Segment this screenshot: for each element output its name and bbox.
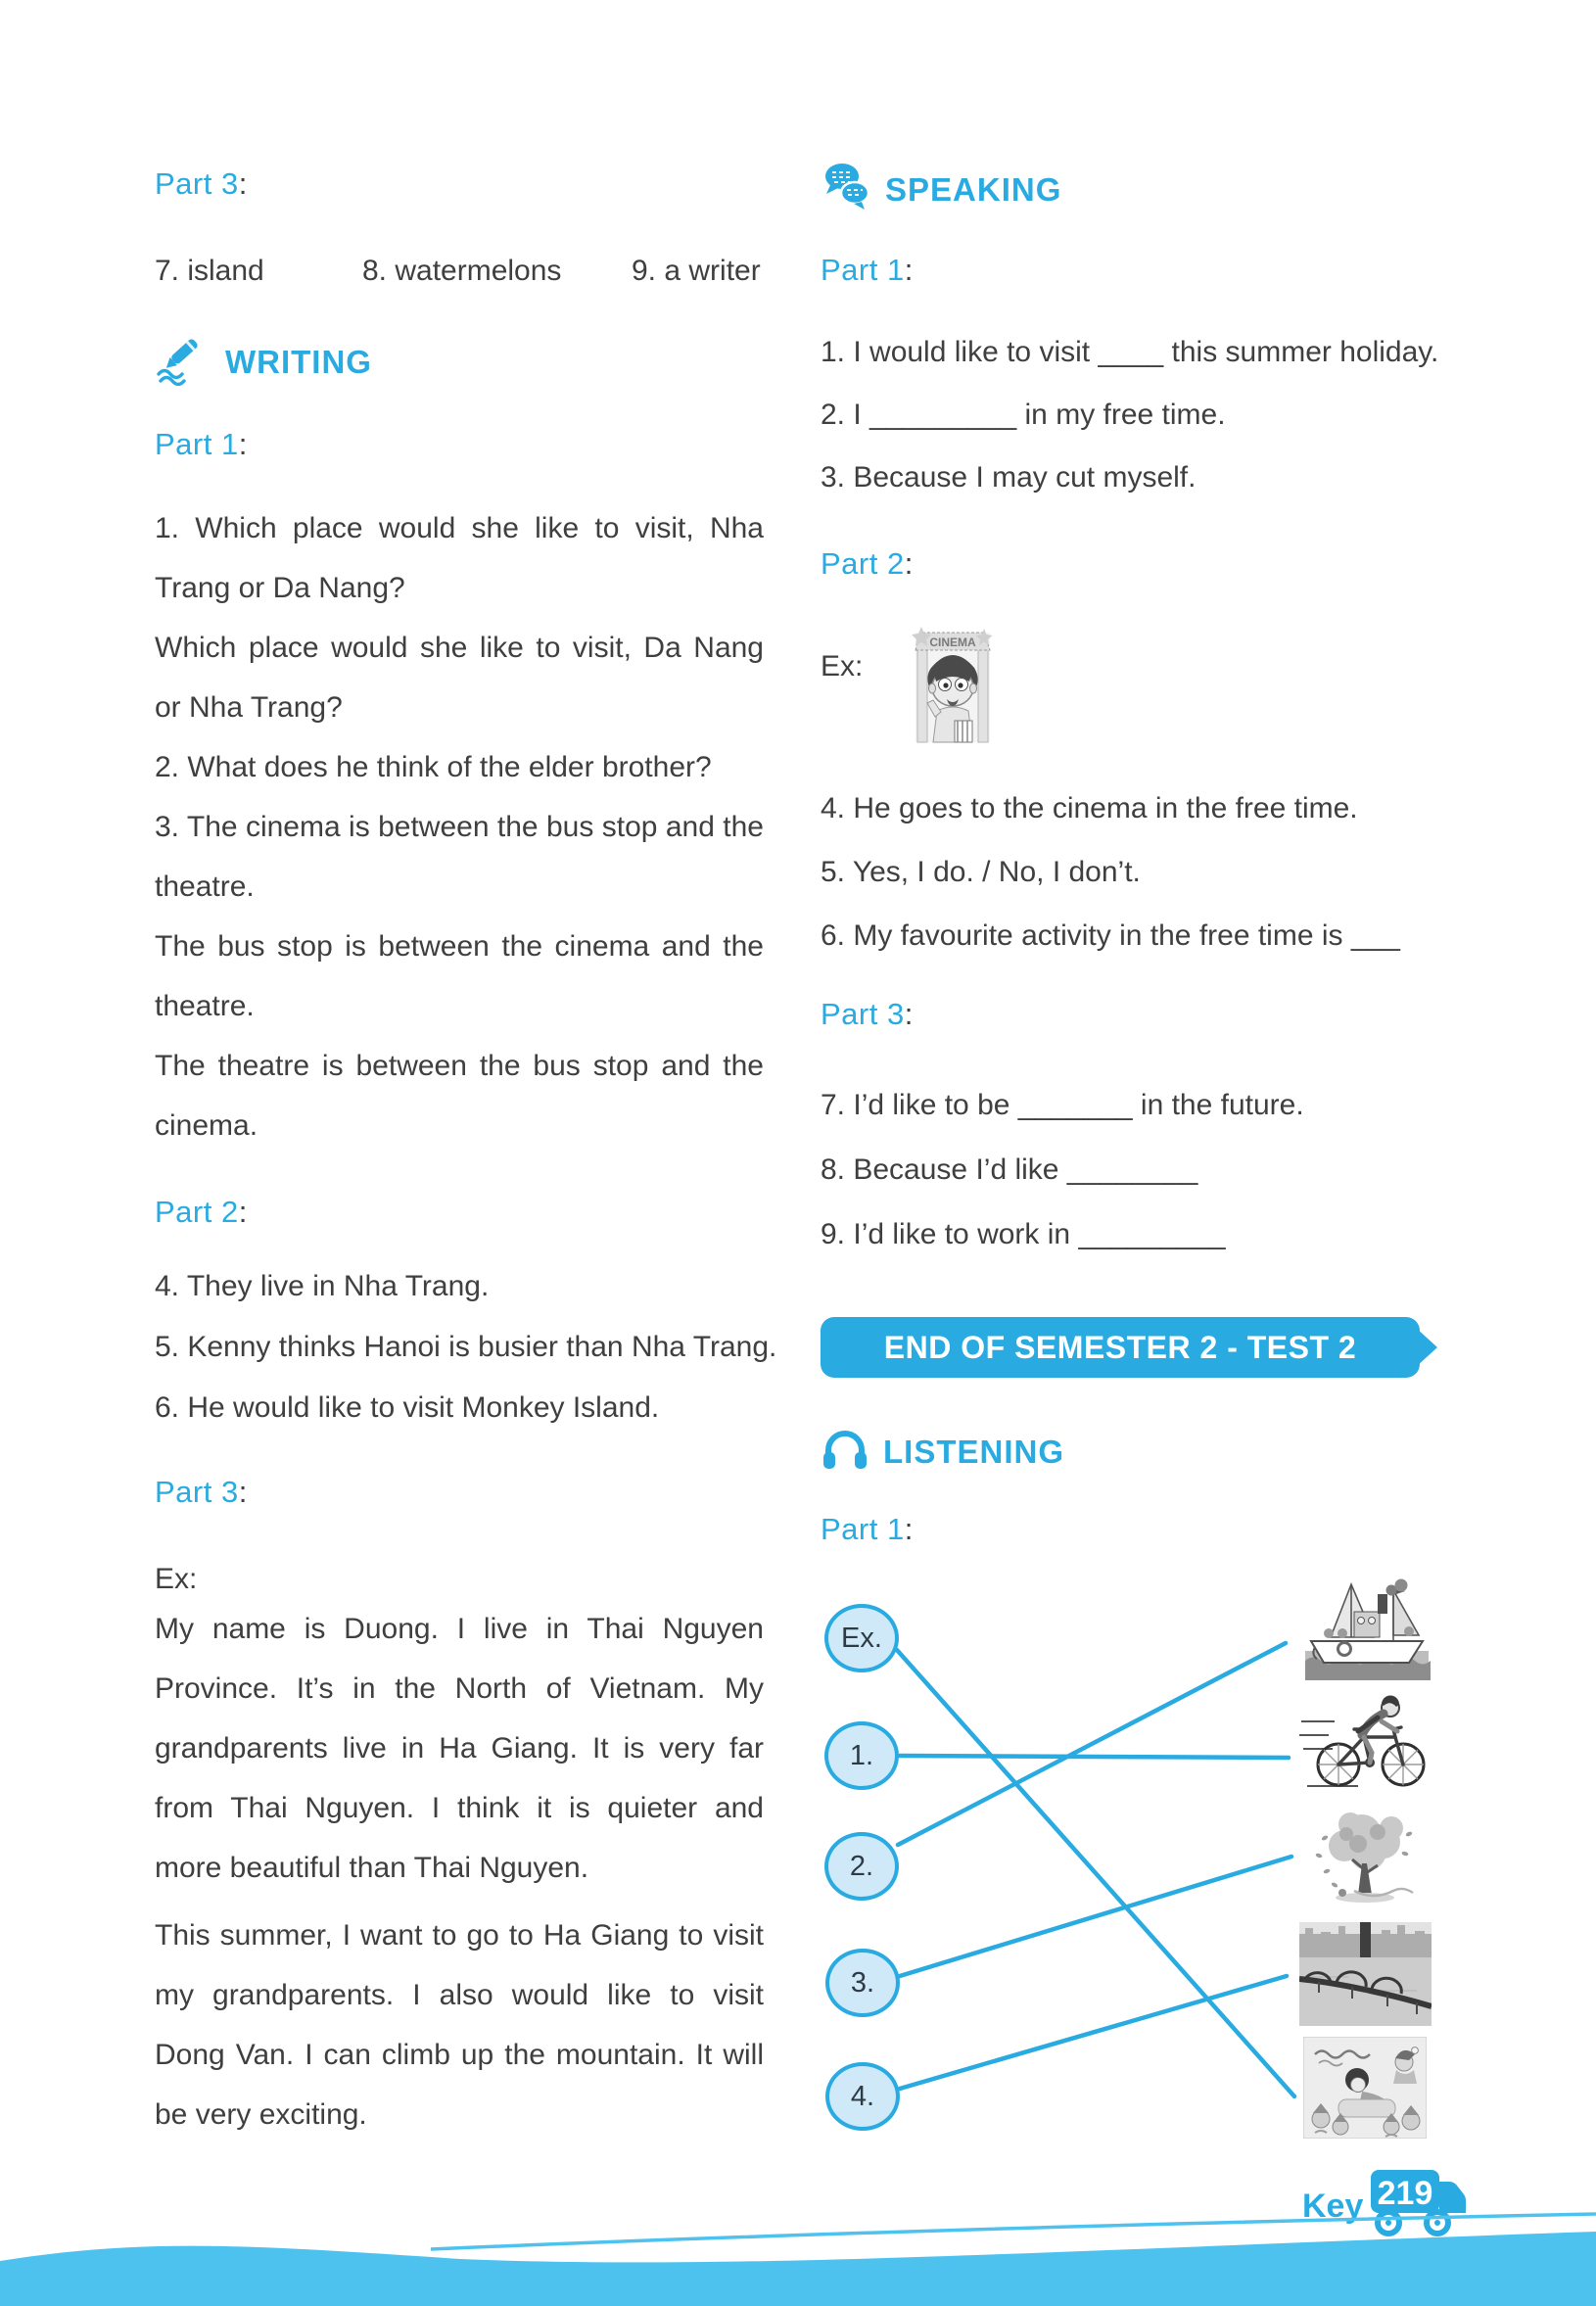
match-line-1-bicycle [900,1756,1289,1758]
footer-wave [0,2188,1596,2306]
example-label: Ex: [155,1563,198,1595]
match-option-1 [824,1721,899,1790]
match-option-label: 1. [849,1739,874,1771]
speaking-section-header [821,162,1061,218]
colon: : [238,1195,248,1229]
matching-exercise [813,1557,1479,2159]
part-label: Part 3 [155,1475,239,1509]
answer-item: 7. island [155,255,264,287]
tree-image [1299,1805,1432,1911]
match-option-3 [825,1949,900,2017]
match-option-4 [825,2062,900,2131]
answer-line: 3. Because I may cut myself. [821,461,1197,494]
match-option-label: 3. [850,1966,875,1999]
headphones-icon [821,1425,869,1480]
pencil-icon [155,331,211,394]
listening-section-header [821,1425,1064,1480]
colon: : [904,253,914,287]
match-line-2-boat [898,1643,1286,1845]
answer-line: 9. I’d like to work in _________ [821,1218,1226,1250]
part-label: Part 1 [821,1512,905,1546]
part-label: Part 3 [821,997,905,1031]
match-option-ex [824,1604,899,1672]
answer-line: 4. They live in Nha Trang. [155,1270,490,1302]
writing-title: WRITING [225,344,372,380]
banner-title: END OF SEMESTER 2 - TEST 2 [821,1317,1420,1378]
left-part3-top-heading [155,166,248,202]
match-option-label: 2. [849,1850,874,1882]
paragraph: My name is Duong. I live in Thai Nguyen Province. It’s in the North of Vietnam. My grandparents live in Ha Giang. It is very far from Thai Nguyen. I think it is quieter and more beautiful than Thai Nguyen. [155,1613,764,1884]
part-label: Part 3 [155,166,239,201]
answer-line: 7. I’d like to be _______ in the future. [821,1089,1304,1121]
writing-part3-paragraph-2 [155,1906,764,2144]
writing-section-header [155,331,372,394]
part-label: Part 2 [155,1195,239,1229]
right-part2-heading [821,546,914,582]
answer-line: 4. He goes to the cinema in the free time. [821,792,1358,824]
colon: : [904,1512,914,1546]
speech-bubbles-icon [821,162,871,218]
answer-line: Which place would she like to visit, Da Nang or Nha Trang? [155,632,764,724]
bridge-image [1299,1922,1432,2031]
paragraph: This summer, I want to go to Ha Giang to visit my grandparents. I also would like to visit Dong Van. I can climb up the mountain. It will be very exciting. [155,1919,764,2131]
banner-arrow [1404,1317,1437,1378]
left-part2-heading [155,1195,248,1230]
part-label: Part 1 [155,427,239,461]
colon: : [904,546,914,581]
colon: : [238,166,248,201]
colon: : [904,997,914,1031]
answer-line: The bus stop is between the cinema and the theatre. [155,930,764,1022]
colon: : [238,1475,248,1509]
answer-item: 8. watermelons [362,255,562,287]
answer-line: 2. I _________ in my free time. [821,399,1226,431]
cinema-boy-image [908,623,998,755]
answer-line: 6. He would like to visit Monkey Island. [155,1391,660,1424]
match-option-label: Ex. [841,1622,882,1654]
writing-part2-answers [155,1256,776,1438]
writing-part3-paragraph-1 [155,1599,764,1898]
match-option-2 [824,1832,899,1901]
answer-line: 5. Kenny thinks Hanoi is busier than Nha Trang. [155,1331,777,1363]
answer-line: 2. What does he think of the elder brother? [155,751,712,783]
left-part1-heading [155,427,248,462]
page-number: 219 [1377,2175,1433,2212]
right-part1-heading [821,253,914,288]
match-line-4-bridge [900,1976,1287,2089]
storybook-image [1303,2037,1427,2143]
speaking-part3-answers [821,1073,1304,1267]
colon: : [238,427,248,461]
answer-line: 1. I would like to visit ____ this summer holiday. [821,336,1439,368]
answer-line: 5. Yes, I do. / No, I don’t. [821,856,1141,888]
end-of-semester-banner [821,1317,1453,1378]
answer-line: The theatre is between the bus stop and the cinema. [155,1050,764,1142]
example-label: Ex: [821,650,864,682]
left-part3-heading [155,1475,248,1510]
part-label: Part 2 [821,546,905,581]
answer-item: 9. a writer [632,255,761,287]
writing-part1-answers [155,498,764,1155]
answer-line: 8. Because I’d like ________ [821,1153,1198,1186]
cinema-sign-text: CINEMA [929,635,976,649]
right-part3-heading [821,997,914,1032]
answer-line: 1. Which place would she like to visit, Nha Trang or Da Nang? [155,512,764,604]
answer-line: 3. The cinema is between the bus stop and the theatre. [155,811,764,903]
speaking-part1-answers [821,321,1438,509]
speaking-part2-answers [821,777,1400,967]
listening-title: LISTENING [883,1434,1065,1470]
listening-part1-heading [821,1512,914,1547]
match-option-label: 4. [850,2080,875,2112]
answers-row [155,241,764,301]
speaking-title: SPEAKING [885,171,1062,208]
answer-line: 6. My favourite activity in the free time is ___ [821,919,1400,952]
bicycle-image [1299,1692,1432,1799]
boat-image [1299,1578,1432,1685]
part-label: Part 1 [821,253,905,287]
key-label: Key [1302,2188,1364,2225]
